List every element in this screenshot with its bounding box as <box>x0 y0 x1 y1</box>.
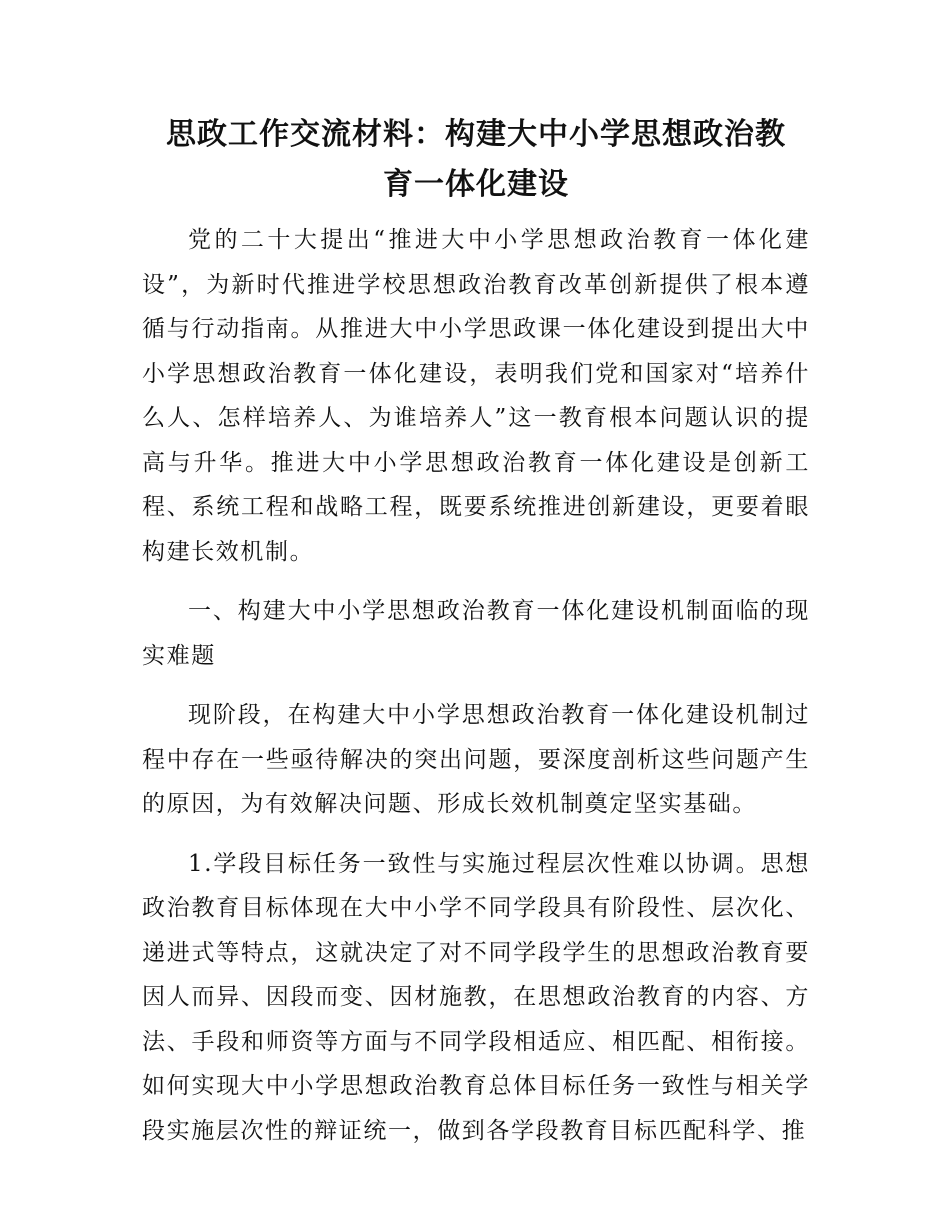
document-title <box>142 110 810 210</box>
body-paragraph: 现阶段，在构建大中小学思想政治教育一体化建设机制过程中存在一些亟待解决的突出问题，要深度剖析这些问题产生的原因，为有效解决问题、形成长效机制奠定坚实基础。 <box>142 702 810 817</box>
intro-paragraph: 党的二十大提出“推进大中小学思想政治教育一体化建设”，为新时代推进学校思想政治教育改革创新提供了根本遵循与行动指南。从推进大中小学思政课一体化建设到提出大中小学思想政治教育一体化建设，表明我们党和国家对“培养什么人、怎样培养人、为谁培养人”这一教育根本问题认识的提高与升华。推进大中小学思想政治教育一体化建设是创新工程、系统工程和战略工程，既要系统推进创新建设，更要着眼构建长效机制。 <box>142 227 810 565</box>
title-line-2: 育一体化建设 <box>383 167 569 202</box>
section-heading-1: 一、构建大中小学思想政治教育一体化建设机制面临的现实难题 <box>142 598 810 669</box>
document-page <box>142 110 810 1153</box>
body-paragraph: 1.学段目标任务一致性与实施过程层次性难以协调。思想政治教育目标体现在大中小学不同学段具有阶段性、层次化、递进式等特点，这就决定了对不同学段学生的思想政治教育要因人而异、因段而变、因材施教，在思想政治教育的内容、方法、手段和师资等方面与不同学段相适应、相匹配、相衔接。如何实现大中小学思想政治教育总体目标任务一致性与相关学段实施层次性的辩证统一，做到各学段教育目标匹配科学、推 <box>142 850 810 1144</box>
title-line-1: 思政工作交流材料：构建大中小学思想政治教 <box>166 117 786 152</box>
